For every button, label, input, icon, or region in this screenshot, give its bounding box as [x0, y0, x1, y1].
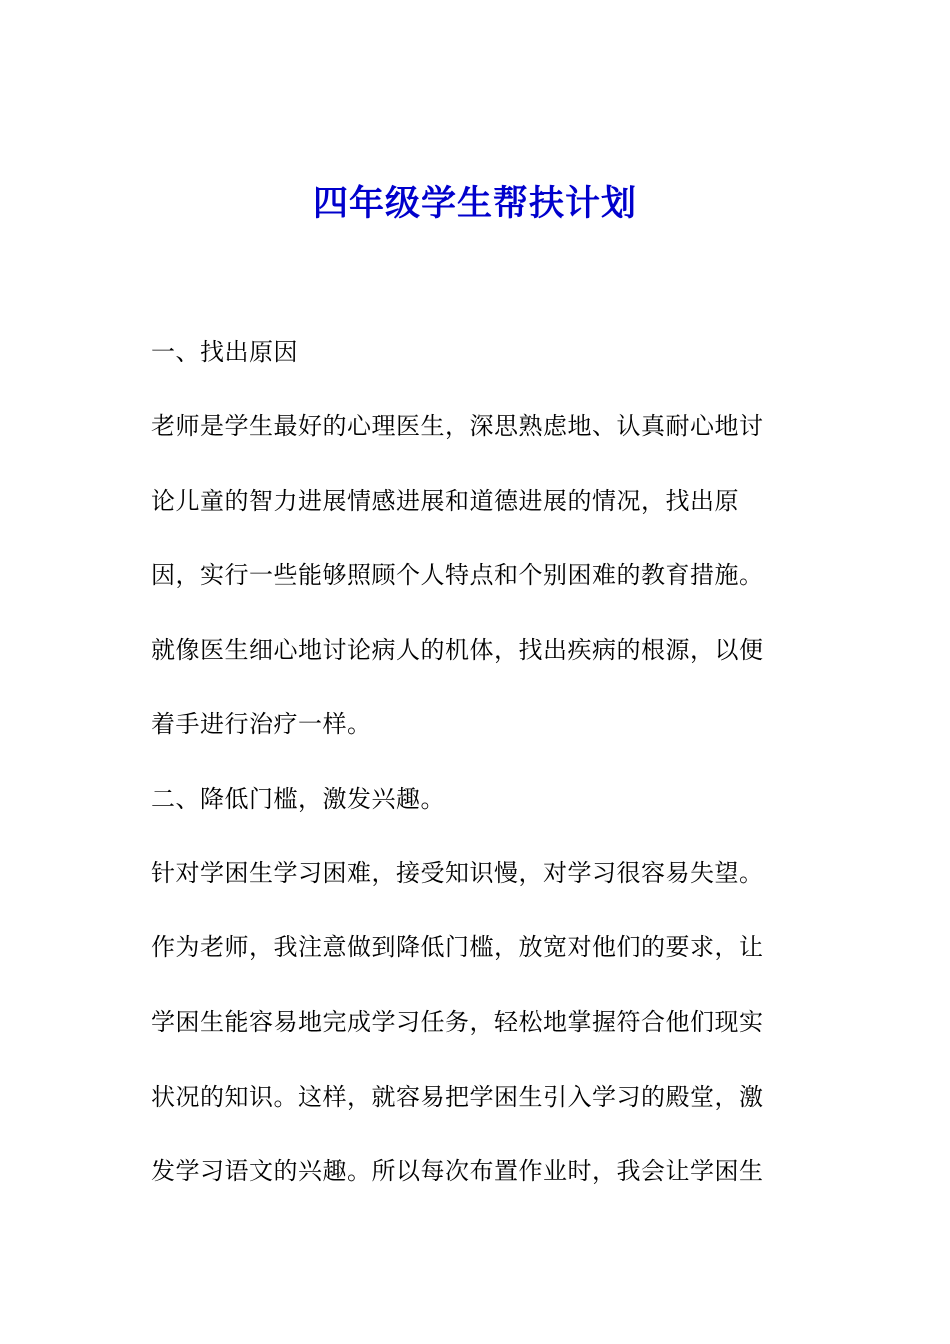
paragraph-line: 针对学困生学习困难，接受知识慢，对学习很容易失望。	[151, 859, 764, 887]
paragraph-line: 论儿童的智力进展情感进展和道德进展的情况，找出原	[151, 487, 739, 515]
section-heading-2: 二、降低门槛，激发兴趣。	[151, 785, 445, 813]
paragraph-line: 因，实行一些能够照顾个人特点和个别困难的教育措施。	[151, 561, 764, 589]
paragraph-line: 老师是学生最好的心理医生，深思熟虑地、认真耐心地讨	[151, 412, 764, 440]
paragraph-line: 学困生能容易地完成学习任务，轻松地掌握符合他们现实	[151, 1008, 764, 1036]
section-heading-1: 一、找出原因	[151, 338, 298, 366]
paragraph-line: 发学习语文的兴趣。所以每次布置作业时，我会让学困生	[151, 1157, 764, 1185]
paragraph-line: 作为老师，我注意做到降低门槛，放宽对他们的要求，让	[151, 933, 764, 961]
paragraph-line: 就像医生细心地讨论病人的机体，找出疾病的根源，以便	[151, 636, 764, 664]
document-title: 四年级学生帮扶计划	[312, 183, 637, 224]
paragraph-line: 状况的知识。这样，就容易把学困生引入学习的殿堂，激	[151, 1083, 764, 1111]
paragraph-line: 着手进行治疗一样。	[151, 710, 372, 738]
